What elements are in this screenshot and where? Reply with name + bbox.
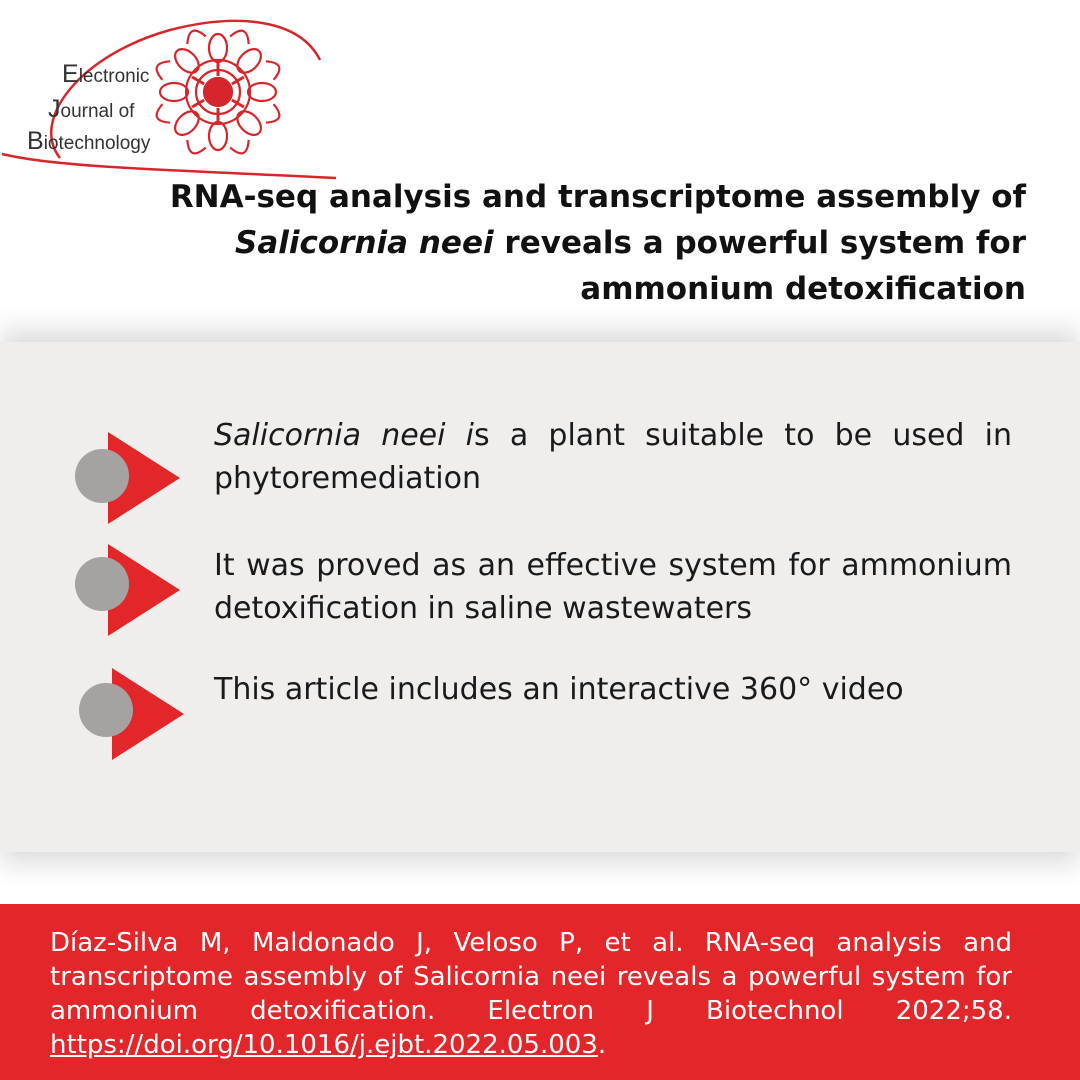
title-line-1: RNA-seq analysis and transcriptome assembly of	[169, 179, 1026, 215]
highlight-text: It was proved as an effective system for ammonium detoxification in saline wastewaters	[214, 548, 1012, 626]
title-species-name: Salicornia neei	[235, 225, 494, 261]
logo-word-biotechnology: Biotechnology	[27, 127, 151, 155]
highlight-text: This article includes an interactive 360° video	[214, 672, 904, 707]
citation-text: Díaz-Silva M, Maldonado J, Veloso P, et al. RNA-seq analysis and transcriptome assembly of Salicornia neei reveals a powerful system for ammonium detoxification. Electron J Biotechnol 2022;58. https://doi.org/10.1016/j.ejbt.2022.05.003.	[50, 928, 1012, 1060]
arrow-bullet-icon	[72, 544, 184, 636]
arrow-bullet-icon	[76, 668, 188, 760]
highlight-species: Salicornia neei i	[214, 418, 475, 453]
logo-word-electronic: Electronic	[62, 60, 150, 88]
title-line-3: ammonium detoxification	[580, 271, 1026, 307]
title-line-2-rest: reveals a powerful system for	[493, 225, 1026, 261]
journal-logo	[0, 0, 340, 200]
highlights-panel	[0, 342, 1080, 852]
logo-word-journal: Journal of	[48, 95, 135, 123]
doi-link[interactable]: https://doi.org/10.1016/j.ejbt.2022.05.003	[50, 1030, 598, 1060]
article-title	[86, 174, 1026, 312]
arrow-bullet-icon	[72, 432, 184, 524]
citation-banner	[0, 904, 1080, 1080]
highlight-text: Salicornia neei is a plant suitable to be used in phytoremediation	[214, 418, 1013, 496]
title-line-2	[86, 220, 1026, 266]
